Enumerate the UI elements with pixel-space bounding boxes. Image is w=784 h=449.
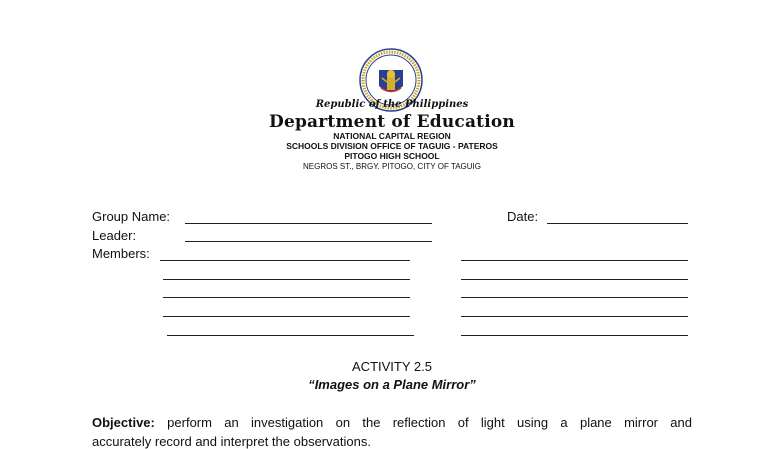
members-label: Members: — [92, 246, 150, 261]
activity-subtitle: “Images on a Plane Mirror” — [308, 377, 476, 392]
objective-paragraph — [92, 415, 692, 430]
school-address: NEGROS ST., BRGY. PITOGO, CITY OF TAGUIG — [303, 162, 481, 171]
republic-heading: Republic of the Philippines — [315, 99, 469, 110]
date-label: Date: — [507, 209, 539, 224]
objective-label: Objective: — [92, 415, 155, 430]
division-heading: SCHOOLS DIVISION OFFICE OF TAGUIG - PATEROS — [286, 141, 498, 151]
leader-line — [185, 241, 432, 242]
objective-text: perform an investigation on the reflection of light using a plane mirror and — [167, 415, 692, 430]
member-line — [461, 279, 688, 280]
objective-text-continued: accurately record and interpret the observations. — [92, 434, 371, 449]
region-heading: NATIONAL CAPITAL REGION — [333, 131, 451, 141]
member-line — [160, 260, 410, 261]
activity-title: ACTIVITY 2.5 — [352, 359, 432, 374]
member-line — [163, 316, 410, 317]
member-line — [461, 335, 688, 336]
department-heading: Department of Education — [269, 112, 515, 132]
member-line — [163, 279, 410, 280]
member-line — [167, 335, 414, 336]
member-line — [461, 297, 688, 298]
member-line — [461, 316, 688, 317]
group-name-line — [185, 223, 432, 224]
school-heading: PITOGO HIGH SCHOOL — [344, 151, 440, 161]
member-line — [163, 297, 410, 298]
date-line — [547, 223, 688, 224]
member-line — [461, 260, 688, 261]
leader-label: Leader: — [92, 228, 137, 243]
group-name-label: Group Name: — [92, 209, 171, 224]
